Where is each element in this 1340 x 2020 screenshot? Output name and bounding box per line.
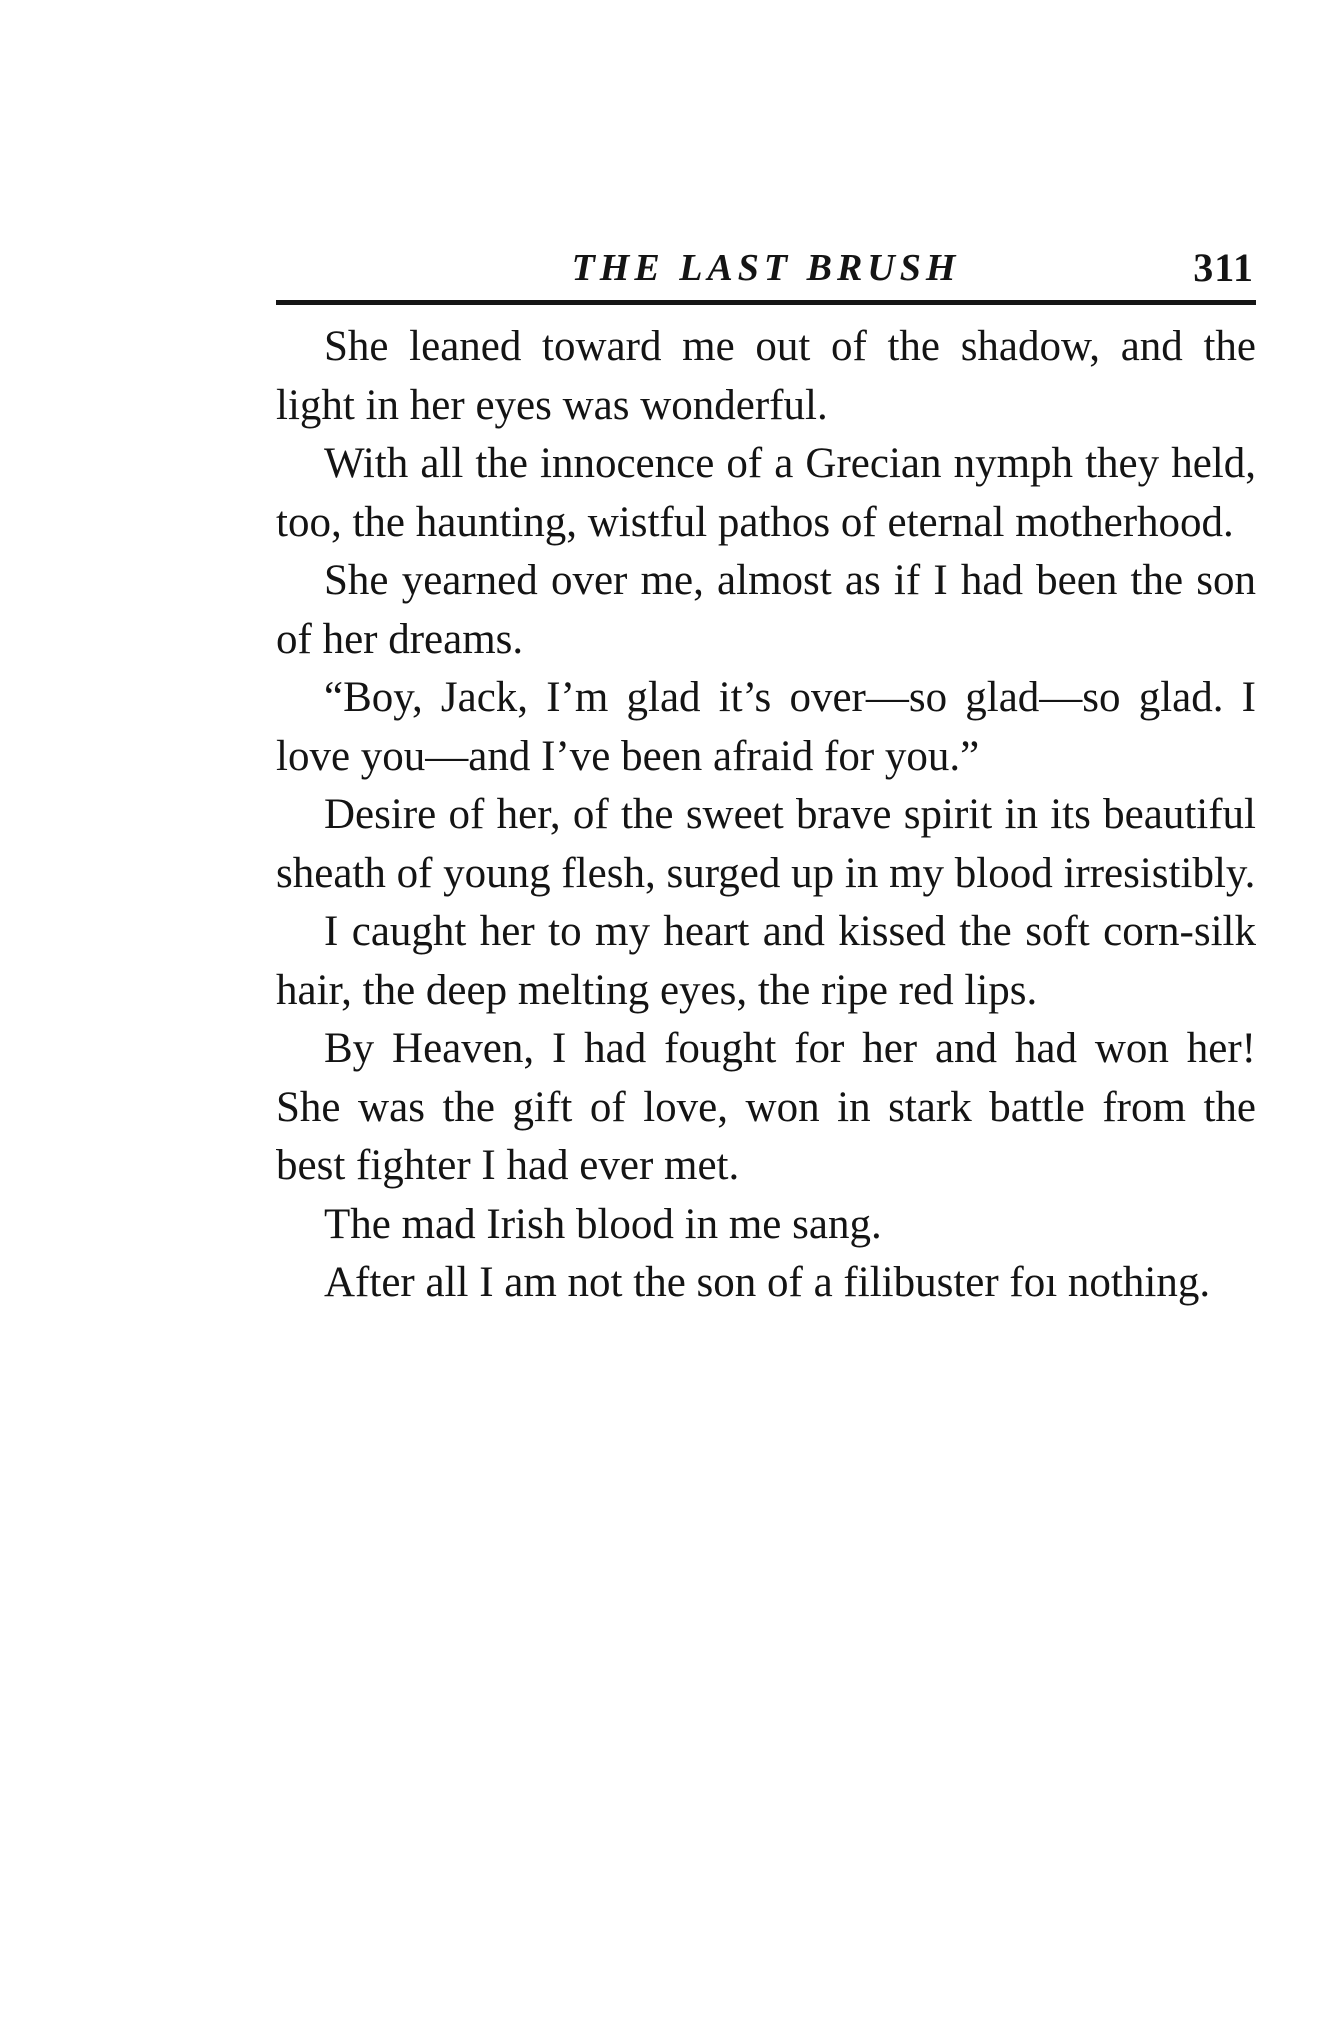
paragraph: Desire of her, of the sweet brave spirit in its beautiful sheath of young flesh, surged up in my blood irresistibly. xyxy=(276,791,1256,897)
paragraph: “Boy, Jack, I’m glad it’s over—so glad—so glad. I love you—and I’ve been afraid for you.” xyxy=(276,674,1256,780)
paragraph: With all the innocence of a Grecian nymph they held, too, the haunting, wistful pathos of eternal motherhood. xyxy=(276,440,1256,546)
header-rule xyxy=(276,300,1256,305)
body-text xyxy=(276,318,1256,1313)
running-title: THE LAST BRUSH xyxy=(571,247,961,289)
paragraph: By Heaven, I had fought for her and had won her! She was the gift of love, won in stark battle from the best fighter I had ever met. xyxy=(276,1025,1256,1189)
paragraph: I caught her to my heart and kissed the soft corn-silk hair, the deep melting eyes, the ripe red lips. xyxy=(276,908,1256,1014)
paragraph: After all I am not the son of a filibuster foı nothing. xyxy=(324,1259,1211,1306)
paragraph: The mad Irish blood in me sang. xyxy=(324,1200,882,1248)
running-head xyxy=(276,236,1256,298)
page-number: 311 xyxy=(1193,245,1254,290)
paragraph: She leaned toward me out of the shadow, and the light in her eyes was wonderful. xyxy=(276,323,1256,429)
paragraph: She yearned over me, almost as if I had been the son of her dreams. xyxy=(276,557,1256,663)
